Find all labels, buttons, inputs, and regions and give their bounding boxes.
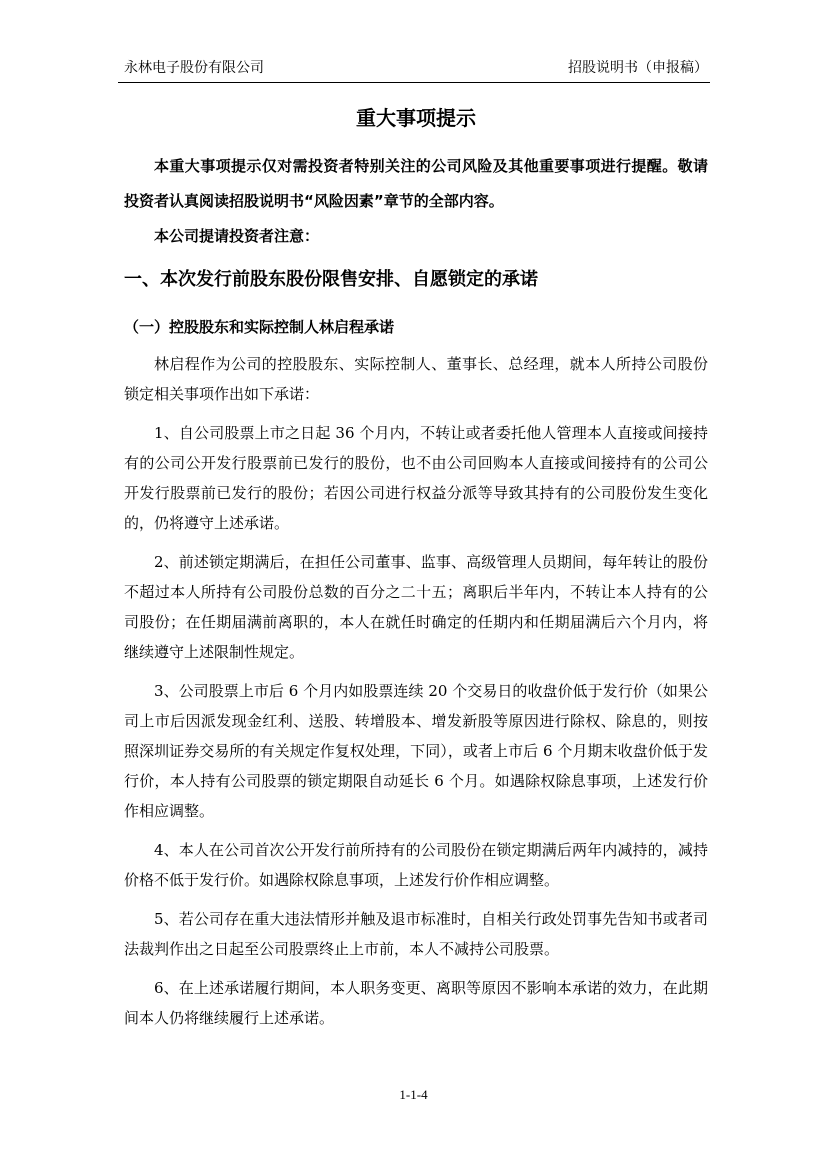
commitment-item-2: 2、前述锁定期满后，在担任公司董事、监事、高级管理人员期间，每年转让的股份不超过本人所持有公司股份总数的百分之二十五；离职后半年内，不转让本人持有的公司股份；在任期届满前离职的，本人在就任时确定的任期内和任期届满后六个月内，将继续遵守上述限制性规定。 [124,553,708,661]
commitment-item-6: 6、在上述承诺履行期间，本人职务变更、离职等原因不影响本承诺的效力，在此期间本人仍将继续履行上述承诺。 [124,979,708,1027]
commitment-preamble: 林启程作为公司的控股股东、实际控制人、董事长、总经理，就本人所持公司股份锁定相关事项作出如下承诺： [124,355,708,403]
document-title: 重大事项提示 [356,106,476,130]
header-company-name: 永林电子股份有限公司 [124,60,264,76]
header-document-type: 招股说明书（申报稿） [568,60,708,76]
commitment-item-1: 1、自公司股票上市之日起 36 个月内，不转让或者委托他人管理本人直接或间接持有的公司公开发行股票前已发行的股份，也不由公司回购本人直接或间接持有的公司公开发行股票前已发行的股份；若因公司进行权益分派等导致其持有的公司股份发生变化的，仍将遵守上述承诺。 [124,424,708,532]
commitment-item-4: 4、本人在公司首次公开发行前所持有的公司股份在锁定期满后两年内减持的，减持价格不低于发行价。如遇除权除息事项，上述发行价作相应调整。 [124,841,708,889]
commitment-item-5: 5、若公司存在重大违法情形并触及退市标准时，自相关行政处罚事先告知书或者司法裁判作出之日起至公司股票终止上市前，本人不减持公司股票。 [124,910,708,958]
section-heading: 一、本次发行前股东股份限售安排、自愿锁定的承诺 [124,269,538,290]
subsection-heading: （一）控股股东和实际控制人林启程承诺 [124,318,395,336]
page-number: 1-1-4 [399,1087,428,1102]
document-body [124,100,708,1033]
page-header [124,58,708,80]
header-divider [118,82,710,83]
commitment-item-3: 3、公司股票上市后 6 个月内如股票连续 20 个交易日的收盘价低于发行价（如果公司上市后因派发现金红利、送股、转增股本、增发新股等原因进行除权、除息的，则按照深圳证券交易所的有关规定作复权处理，下同），或者上市后 6 个月期末收盘价低于发行价，本人持有公司股票的锁定期限自动延长 6 个月。如遇除权除息事项，上述发行价作相应调整。 [124,682,708,820]
attention-note: 本公司提请投资者注意： [154,227,320,245]
intro-paragraph: 本重大事项提示仅对需投资者特别关注的公司风险及其他重要事项进行提醒。敬请投资者认真阅读招股说明书“风险因素”章节的全部内容。 [124,157,708,210]
